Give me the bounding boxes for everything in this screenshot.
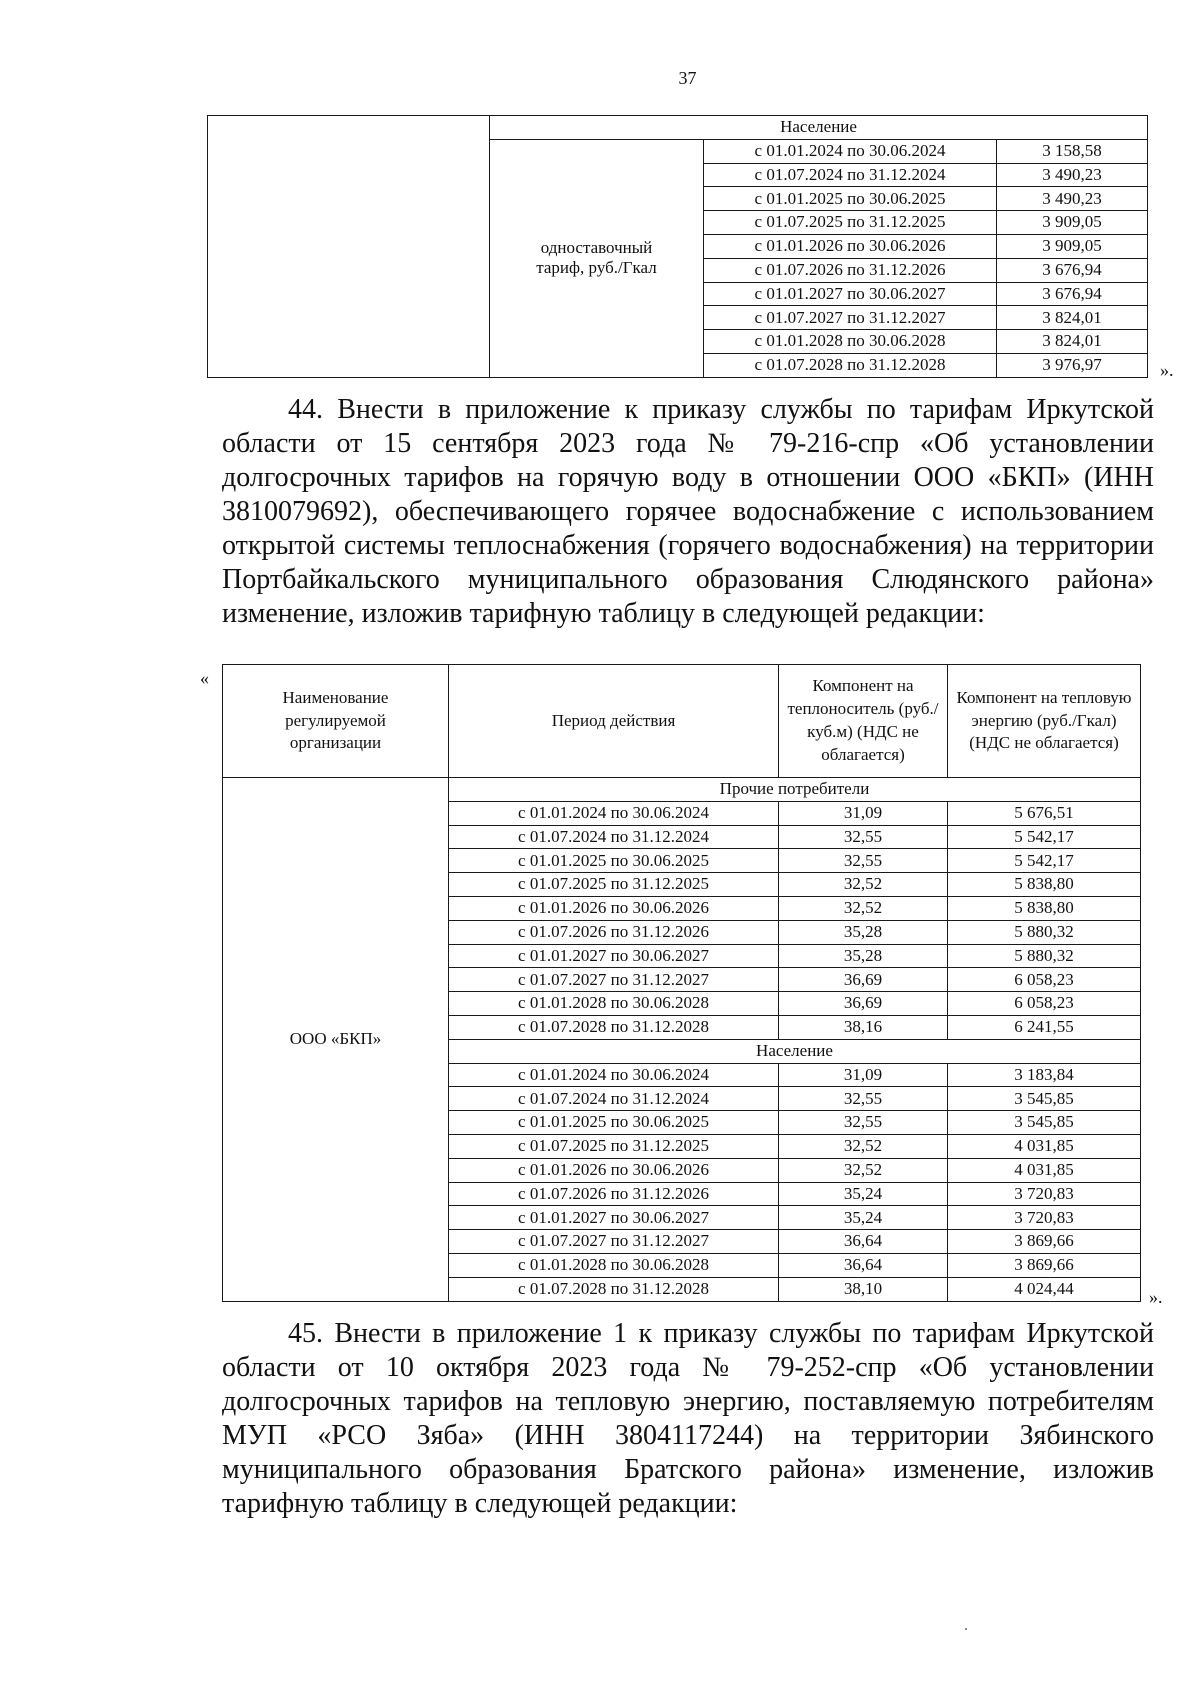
period-cell: с 01.01.2028 по 30.06.2028 [449, 992, 779, 1016]
energy-cell: 3 545,85 [948, 1111, 1141, 1135]
value-cell: 3 490,23 [997, 163, 1148, 187]
period-cell: с 01.01.2026 по 30.06.2026 [449, 896, 779, 920]
energy-cell: 4 031,85 [948, 1134, 1141, 1158]
table-header-row [223, 665, 1141, 778]
value-cell: 3 976,97 [997, 353, 1148, 377]
energy-cell: 5 838,80 [948, 873, 1141, 897]
energy-cell: 3 869,66 [948, 1230, 1141, 1254]
period-cell: с 01.07.2026 по 31.12.2026 [704, 258, 997, 282]
tariff-table-continuation [207, 115, 1148, 378]
period-cell: с 01.07.2028 по 31.12.2028 [704, 353, 997, 377]
period-cell: с 01.01.2027 по 30.06.2027 [704, 282, 997, 306]
scan-speck [965, 1628, 967, 1630]
value-cell: 3 490,23 [997, 187, 1148, 211]
carrier-cell: 36,69 [779, 992, 948, 1016]
carrier-cell: 35,24 [779, 1182, 948, 1206]
period-cell: с 01.07.2024 по 31.12.2024 [449, 1087, 779, 1111]
period-cell: с 01.01.2025 по 30.06.2025 [449, 849, 779, 873]
page-number: 37 [678, 68, 697, 88]
energy-cell: 5 880,32 [948, 920, 1141, 944]
period-cell: с 01.07.2027 по 31.12.2027 [449, 968, 779, 992]
value-cell: 3 824,01 [997, 330, 1148, 354]
carrier-cell: 32,55 [779, 849, 948, 873]
period-cell: с 01.01.2027 по 30.06.2027 [449, 944, 779, 968]
section-label: Прочие потребители [449, 778, 1141, 802]
period-cell: с 01.01.2026 по 30.06.2026 [449, 1158, 779, 1182]
blank-cell [208, 116, 490, 378]
carrier-cell: 36,64 [779, 1253, 948, 1277]
period-cell: с 01.01.2024 по 30.06.2024 [449, 801, 779, 825]
tariff-label: одноставочный тариф, руб./Гкал [490, 139, 704, 377]
carrier-cell: 38,16 [779, 1015, 948, 1039]
carrier-cell: 32,55 [779, 1111, 948, 1135]
energy-cell: 3 183,84 [948, 1063, 1141, 1087]
period-cell: с 01.07.2028 по 31.12.2028 [449, 1277, 779, 1301]
energy-cell: 5 676,51 [948, 801, 1141, 825]
value-cell: 3 824,01 [997, 306, 1148, 330]
carrier-cell: 31,09 [779, 1063, 948, 1087]
table-row [208, 116, 1148, 140]
carrier-cell: 32,52 [779, 1134, 948, 1158]
period-cell: с 01.01.2027 по 30.06.2027 [449, 1206, 779, 1230]
energy-cell: 5 542,17 [948, 849, 1141, 873]
energy-cell: 5 880,32 [948, 944, 1141, 968]
header-energy: Компонент на тепловую энергию (руб./Гкал) (НДС не облагается) [948, 665, 1141, 778]
period-cell: с 01.07.2026 по 31.12.2026 [449, 1182, 779, 1206]
period-cell: с 01.07.2025 по 31.12.2025 [704, 211, 997, 235]
period-cell: с 01.01.2025 по 30.06.2025 [449, 1111, 779, 1135]
value-cell: 3 909,05 [997, 211, 1148, 235]
energy-cell: 4 031,85 [948, 1158, 1141, 1182]
period-cell: с 01.07.2024 по 31.12.2024 [449, 825, 779, 849]
energy-cell: 6 058,23 [948, 992, 1141, 1016]
carrier-cell: 32,52 [779, 873, 948, 897]
period-cell: с 01.07.2024 по 31.12.2024 [704, 163, 997, 187]
energy-cell: 6 241,55 [948, 1015, 1141, 1039]
section-header-population: Население [490, 116, 1148, 140]
energy-cell: 3 720,83 [948, 1182, 1141, 1206]
closing-quote: ». [1149, 1287, 1163, 1307]
tariff-table-bkp [222, 664, 1141, 1302]
section-label: Население [449, 1039, 1141, 1063]
energy-cell: 5 542,17 [948, 825, 1141, 849]
energy-cell: 4 024,44 [948, 1277, 1141, 1301]
period-cell: с 01.01.2024 по 30.06.2024 [704, 139, 997, 163]
energy-cell: 3 869,66 [948, 1253, 1141, 1277]
carrier-cell: 35,28 [779, 944, 948, 968]
carrier-cell: 32,52 [779, 896, 948, 920]
carrier-cell: 35,28 [779, 920, 948, 944]
carrier-cell: 32,55 [779, 1087, 948, 1111]
value-cell: 3 909,05 [997, 234, 1148, 258]
carrier-cell: 32,55 [779, 825, 948, 849]
period-cell: с 01.07.2025 по 31.12.2025 [449, 1134, 779, 1158]
energy-cell: 6 058,23 [948, 968, 1141, 992]
period-cell: с 01.07.2026 по 31.12.2026 [449, 920, 779, 944]
carrier-cell: 32,52 [779, 1158, 948, 1182]
carrier-cell: 38,10 [779, 1277, 948, 1301]
carrier-cell: 36,64 [779, 1230, 948, 1254]
value-cell: 3 676,94 [997, 282, 1148, 306]
header-carrier: Компонент на теплоноситель (руб./куб.м) (НДС не облагается) [779, 665, 948, 778]
paragraph-45: 45. Внести в приложение 1 к приказу службы по тарифам Иркутской области от 10 октября 2023 года № 79-252-спр «Об установлении долгосрочных тарифов на тепловую энергию, поставляемую потребителям МУП «РСО Зяба» (ИНН 3804117244) на территории Зябинского муниципального образования Братского района» изменение, изложив тарифную таблицу в следующей редакции: [222, 1318, 1154, 1519]
period-cell: с 01.07.2025 по 31.12.2025 [449, 873, 779, 897]
period-cell: с 01.07.2027 по 31.12.2027 [449, 1230, 779, 1254]
org-name-cell: ООО «БКП» [223, 778, 449, 1302]
period-cell: с 01.01.2024 по 30.06.2024 [449, 1063, 779, 1087]
value-cell: 3 158,58 [997, 139, 1148, 163]
period-cell: с 01.01.2026 по 30.06.2026 [704, 234, 997, 258]
energy-cell: 3 720,83 [948, 1206, 1141, 1230]
period-cell: с 01.01.2028 по 30.06.2028 [449, 1253, 779, 1277]
value-cell: 3 676,94 [997, 258, 1148, 282]
paragraph-44: 44. Внести в приложение к приказу службы по тарифам Иркутской области от 15 сентября 2023 года № 79-216-спр «Об установлении долгосрочных тарифов на горячую воду в отношении ООО «БКП» (ИНН 3810079692), обеспечивающего горячее водоснабжение с использованием открытой системы теплоснабжения (горячего водоснабжения) на территории Портбайкальского муниципального образования Слюдянского района» изменение, изложив тарифную таблицу в следующей редакции: [222, 394, 1154, 629]
closing-quote: ». [1160, 360, 1174, 380]
period-cell: с 01.07.2027 по 31.12.2027 [704, 306, 997, 330]
carrier-cell: 31,09 [779, 801, 948, 825]
energy-cell: 3 545,85 [948, 1087, 1141, 1111]
period-cell: с 01.01.2028 по 30.06.2028 [704, 330, 997, 354]
header-org: Наименование регулируемой организации [223, 665, 449, 778]
header-period: Период действия [449, 665, 779, 778]
carrier-cell: 35,24 [779, 1206, 948, 1230]
energy-cell: 5 838,80 [948, 896, 1141, 920]
period-cell: с 01.07.2028 по 31.12.2028 [449, 1015, 779, 1039]
section-row [223, 778, 1141, 802]
period-cell: с 01.01.2025 по 30.06.2025 [704, 187, 997, 211]
opening-quote: « [200, 668, 209, 688]
carrier-cell: 36,69 [779, 968, 948, 992]
